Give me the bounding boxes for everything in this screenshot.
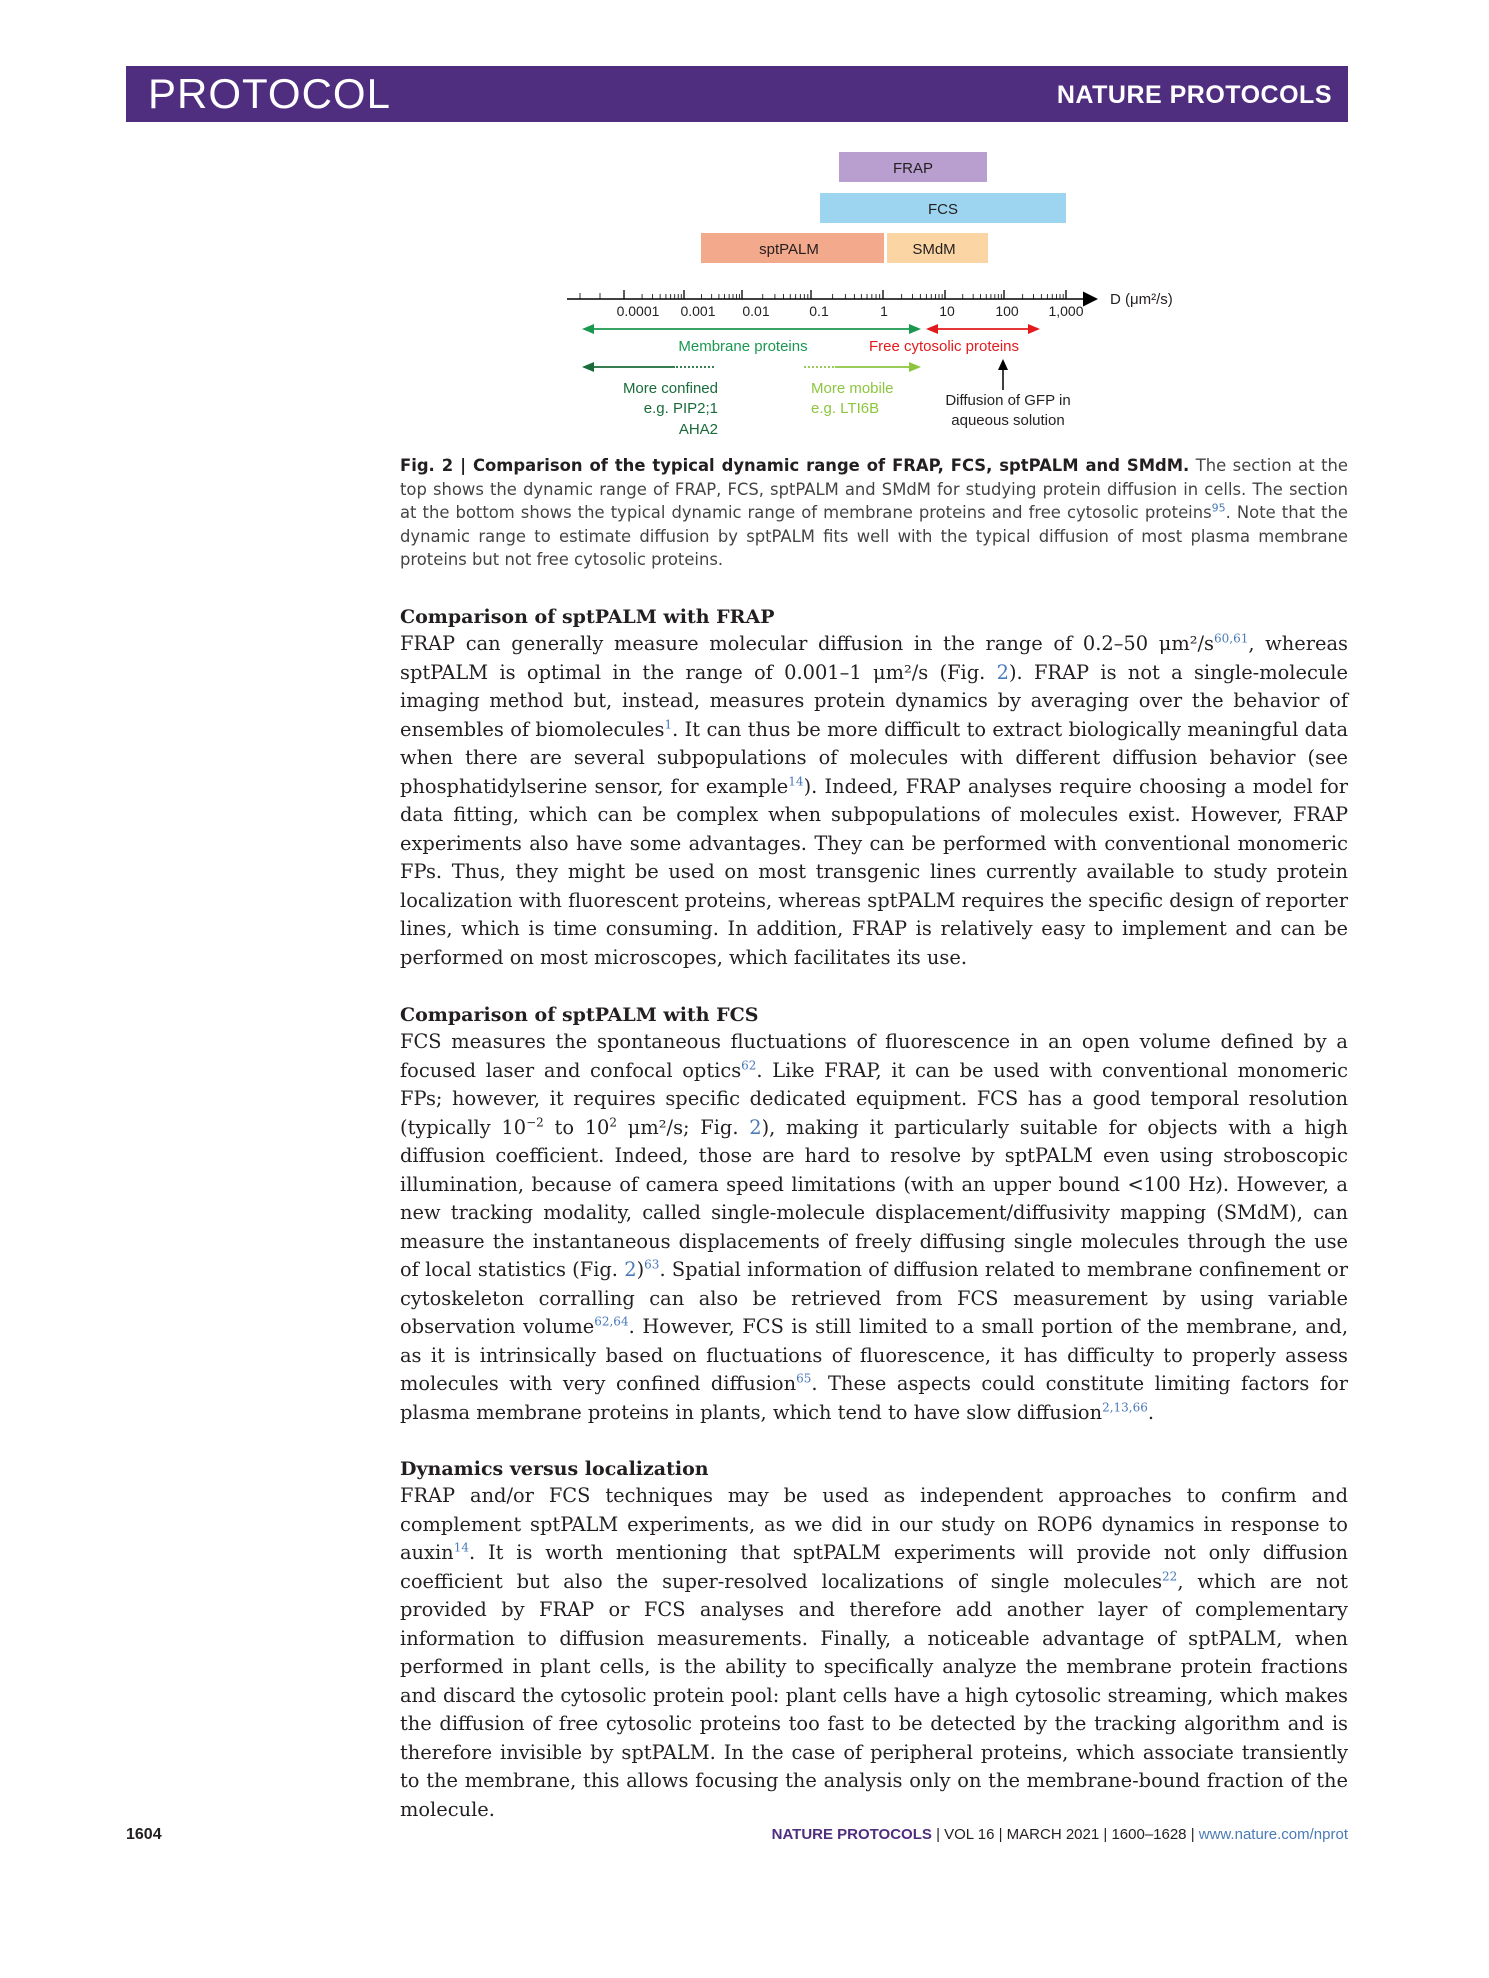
more-mobile-label: More mobile	[811, 380, 894, 397]
confined-example-1: e.g. PIP2;1	[643, 400, 718, 417]
reference[interactable]: 62	[741, 1058, 757, 1073]
section-heading: Comparison of sptPALM with FRAP	[400, 606, 775, 628]
gfp-arrowhead	[998, 359, 1008, 370]
text-run: .	[1147, 1400, 1155, 1424]
tick-label: 1	[880, 303, 888, 319]
section-fcs	[400, 1002, 1348, 1427]
caption-reference[interactable]: 95	[1211, 501, 1226, 515]
text-run: , which are not provided by FRAP or FCS analyses and therefore add another layer of complementary information to diffusion measurements. Finally, a noticeable advantage of sptPALM, when performed in plant cells, is the ability to specifically analyze the membrane protein fractions and discard the cytosolic protein pool: plant cells have a high cytosolic streaming, which makes the diffusion of free cytosolic proteins too fast to be detected by the tracking algorithm and is therefore invisible by sptPALM. In the case of peripheral proteins, which associate transiently to the membrane, this allows focusing the analysis only on the membrane-bound fraction of the molecule.	[400, 1569, 1348, 1821]
figure-link[interactable]: 2	[624, 1258, 637, 1281]
caption-text: . Note that the dynamic range to estimate diffusion by sptPALM fits well with the typical diffusion of most plasma membrane proteins but not free cytosolic proteins.	[400, 503, 1348, 569]
fcs-range-label: FCS	[928, 201, 958, 218]
reference[interactable]: 60,61	[1214, 631, 1249, 646]
smdm-range-label: SMdM	[912, 241, 956, 258]
section-heading: Comparison of sptPALM with FCS	[400, 1004, 759, 1026]
mobile-example: e.g. LTI6B	[811, 400, 880, 417]
figure-link[interactable]: 2	[996, 660, 1009, 684]
section-paragraph	[400, 1482, 1348, 1824]
text-run: FRAP can generally measure molecular diffusion in the range of 0.2–50 μm²/s	[400, 632, 1214, 655]
reference[interactable]: 14	[788, 774, 804, 789]
text-run: )	[636, 1258, 645, 1281]
text-run: μm²/s; Fig.	[617, 1115, 750, 1139]
text-run: FRAP and/or FCS techniques may be used as independent approaches to confirm and complement sptPALM experiments, as we did in our study on ROP6 dynamics in response to auxin	[400, 1484, 1348, 1564]
membrane-arrowhead-left	[582, 324, 594, 334]
mobile-arrowhead	[909, 362, 921, 372]
reference[interactable]: 14	[453, 1540, 469, 1555]
footer-details: | VOL 16 | MARCH 2021 | 1600–1628 |	[931, 1826, 1199, 1843]
tick-label: 10	[939, 303, 955, 319]
membrane-arrowhead-right	[909, 324, 921, 334]
text-run: FCS measures the spontaneous fluctuations of fluorescence in an open volume defined by a focused laser and confocal optics	[400, 1030, 1348, 1082]
journal-name: NATURE PROTOCOLS	[1056, 81, 1332, 109]
more-confined-label: More confined	[622, 380, 718, 397]
exponent: 2	[609, 1115, 618, 1130]
reference[interactable]: 1	[664, 717, 673, 732]
section-paragraph	[400, 1028, 1348, 1427]
cytosolic-arrowhead-left	[926, 324, 938, 334]
gfp-label-line-2: aqueous solution	[951, 412, 1065, 429]
membrane-proteins-label: Membrane proteins	[678, 338, 808, 355]
reference[interactable]: 2,13,66	[1102, 1400, 1148, 1415]
caption-title: Fig. 2 | Comparison of the typical dynamic range of FRAP, FCS, sptPALM and SMdM.	[400, 456, 1190, 475]
tick-label: 1,000	[1048, 303, 1084, 319]
axis-label: D (μm²/s)	[1110, 291, 1173, 308]
text-run: . Like FRAP, it can be used with conventional monomeric FPs; however, it requires specific dedicated equipment. FCS has a good temporal resolution (typically 10	[400, 1058, 1348, 1139]
exponent: −2	[526, 1115, 544, 1130]
section-dynamics	[400, 1456, 1348, 1824]
reference[interactable]: 65	[796, 1371, 812, 1386]
section-frap	[400, 604, 1348, 972]
text-run: ). FRAP is not a single-molecule imaging method but, instead, measures protein dynamics by averaging over the behavior of ensembles of biomolecules	[400, 660, 1348, 741]
caption-text: The section at the top shows the dynamic range of FRAP, FCS, sptPALM and SMdM for studying protein diffusion in cells. The section at the bottom shows the typical dynamic range of membrane proteins and free cytosolic proteins	[400, 456, 1348, 522]
text-run: . It is worth mentioning that sptPALM experiments will provide not only diffusion coefficient but also the super-resolved localizations of single molecules	[400, 1541, 1348, 1593]
footer-citation	[772, 1826, 1348, 1843]
reference[interactable]: 22	[1162, 1569, 1178, 1584]
section-paragraph	[400, 630, 1348, 972]
text-run: . It can thus be more difficult to extract biologically meaningful data when there are several subpopulations of molecules with different diffusion behavior (see phosphatidylserine sensor, for example	[400, 717, 1349, 798]
frap-range-label: FRAP	[892, 160, 934, 177]
text-run: , whereas sptPALM is optimal in the range of 0.001–1 μm²/s (Fig.	[400, 632, 1348, 684]
confined-arrowhead	[582, 362, 594, 372]
reference[interactable]: 63	[644, 1257, 660, 1272]
text-run: to 10	[543, 1115, 610, 1139]
tick-label: 0.0001	[616, 303, 660, 319]
free-cytosolic-label: Free cytosolic proteins	[868, 338, 1020, 355]
section-heading: Dynamics versus localization	[400, 1458, 709, 1480]
text-run: . Spatial information of diffusion related to membrane confinement or cytoskeleton corralling can also be retrieved from FCS measurement by using variable observation volume	[400, 1258, 1348, 1338]
figure-2-diagram	[0, 0, 1489, 460]
page-number: 1604	[126, 1826, 162, 1843]
tick-label: 100	[995, 303, 1019, 319]
text-run: ). Indeed, FRAP analyses require choosing a model for data fitting, which can be complex when subpopulations of molecules exist. However, FRAP experiments also have some advantages. They can be performed with conventional monomeric FPs. Thus, they might be used on most transgenic lines currently available to study protein localization with fluorescent proteins, whereas sptPALM requires the specific design of reporter lines, which is time consuming. In addition, FRAP is relatively easy to implement and can be performed on most microscopes, which facilitates its use.	[400, 774, 1349, 969]
tick-label: 0.1	[809, 303, 829, 319]
footer-journal: NATURE PROTOCOLS	[771, 1826, 932, 1843]
text-run: . However, FCS is still limited to a small portion of the membrane, and, as it is intrinsically based on fluctuations of fluorescence, it has difficulty to properly assess molecules with very confined diffusion	[400, 1315, 1348, 1395]
text-run: ), making it particularly suitable for objects with a high diffusion coefficient. Indeed, those are hard to resolve by sptPALM even using stroboscopic illumination, because of camera speed limitations (with an upper bound <100 Hz). However, a new tracking modality, called single-molecule displacement/diffusivity mapping (SMdM), can measure the instantaneous displacements of freely diffusing single molecules through the use of local statistics (Fig.	[400, 1115, 1348, 1281]
axis-minor-ticks	[580, 293, 1063, 299]
tick-label: 0.01	[742, 303, 770, 319]
tick-label: 0.001	[680, 303, 716, 319]
text-run: . These aspects could constitute limiting factors for plasma membrane proteins in plants, which tend to have slow diffusion	[400, 1372, 1348, 1424]
footer-url[interactable]: www.nature.com/nprot	[1198, 1826, 1348, 1843]
figure-link[interactable]: 2	[749, 1115, 762, 1139]
confined-example-2: AHA2	[678, 421, 718, 438]
figure-caption	[400, 454, 1348, 572]
section-type-label: PROTOCOL	[148, 70, 391, 117]
reference[interactable]: 62,64	[594, 1314, 629, 1329]
figure-2	[0, 0, 1489, 460]
gfp-label-line-1: Diffusion of GFP in	[945, 392, 1071, 409]
sptpalm-range-label: sptPALM	[759, 241, 819, 258]
cytosolic-arrowhead-right	[1028, 324, 1040, 334]
